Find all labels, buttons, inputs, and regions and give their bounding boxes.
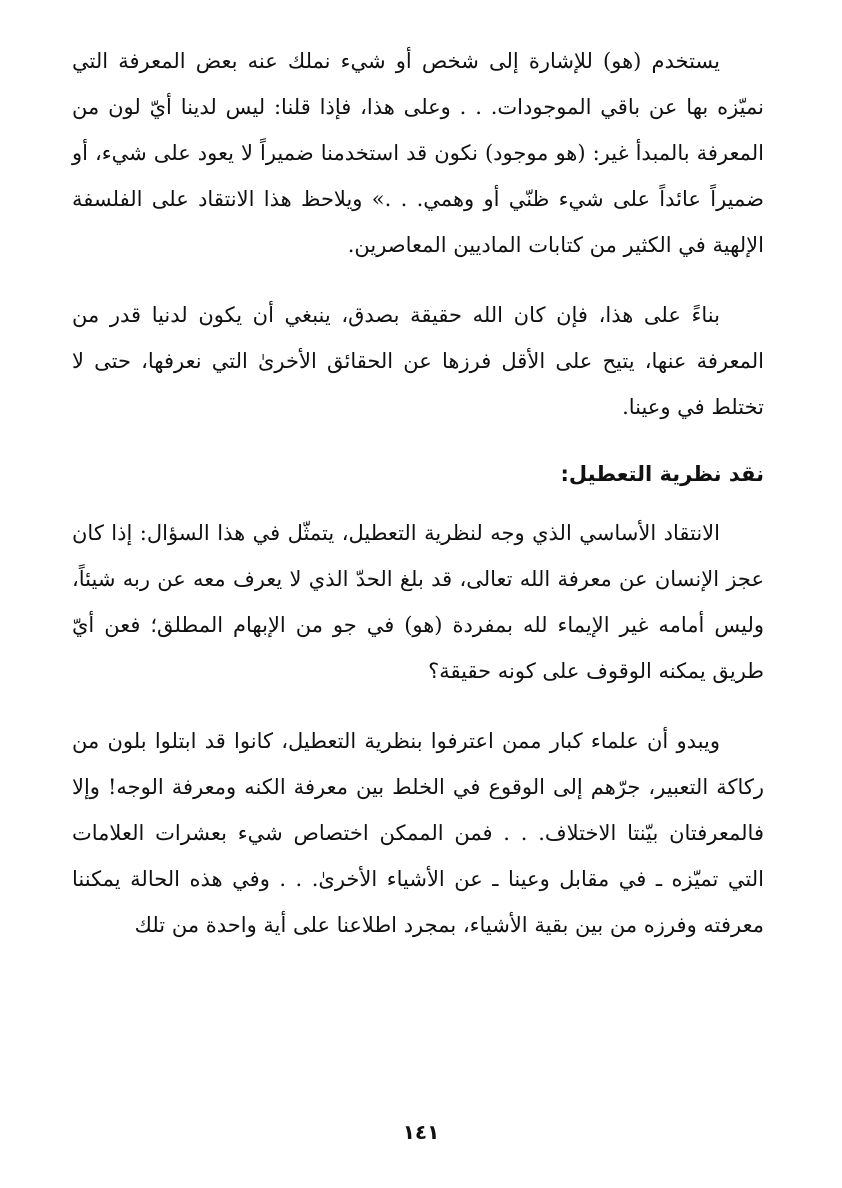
page-body (72, 38, 764, 948)
paragraph-1: يستخدم (هو) للإشارة إلى شخص أو شيء نملك عنه بعض المعرفة التي نميّزه بها عن باقي الموجودات. . . وعلى هذا، فإذا قلنا: ليس لدينا أيّ لون من المعرفة بالمبدأ غير: (هو موجود) نكون قد استخدمنا ضميراً لا يعود على شيء، أو ضميراً عائداً على شيء ظنّي أو وهمي. . .» ويلاحظ هذا الانتقاد على الفلسفة الإلهية في الكثير من كتابات الماديين المعاصرين. (72, 49, 764, 257)
paragraph-2: بناءً على هذا، فإن كان الله حقيقة بصدق، ينبغي أن يكون لدنيا قدر من المعرفة عنها، يتيح على الأقل فرزها عن الحقائق الأخرىٰ التي نعرفها، حتى لا تختلط في وعينا. (72, 303, 764, 419)
paragraph-4: ويبدو أن علماء كبار ممن اعترفوا بنظرية التعطيل، كانوا قد ابتلوا بلون من ركاكة التعبير، جرّهم إلى الوقوع في الخلط بين معرفة الكنه ومعرفة الوجه! وإلا فالمعرفتان بيّنتا الاختلاف. . . فمن الممكن اختصاص شيء بعشرات العلامات التي تميّزه ـ في مقابل وعينا ـ عن الأشياء الأخرىٰ. . . وفي هذه الحالة يمكننا معرفته وفرزه من بين بقية الأشياء، بمجرد اطلاعنا على أية واحدة من تلك (72, 729, 764, 937)
section-heading: نقد نظرية التعطيل: (560, 462, 764, 486)
page-number: ١٤١ (402, 1120, 440, 1144)
paragraph-3: الانتقاد الأساسي الذي وجه لنظرية التعطيل، يتمثّل في هذا السؤال: إذا كان عجز الإنسان عن معرفة الله تعالى، قد بلغ الحدّ الذي لا يعرف معه عن ربه شيئاً، وليس أمامه غير الإيماء لله بمفردة (هو) في جو من الإبهام المطلق؛ فعن أيّ طريق يمكنه الوقوف على كونه حقيقة؟ (72, 521, 764, 683)
